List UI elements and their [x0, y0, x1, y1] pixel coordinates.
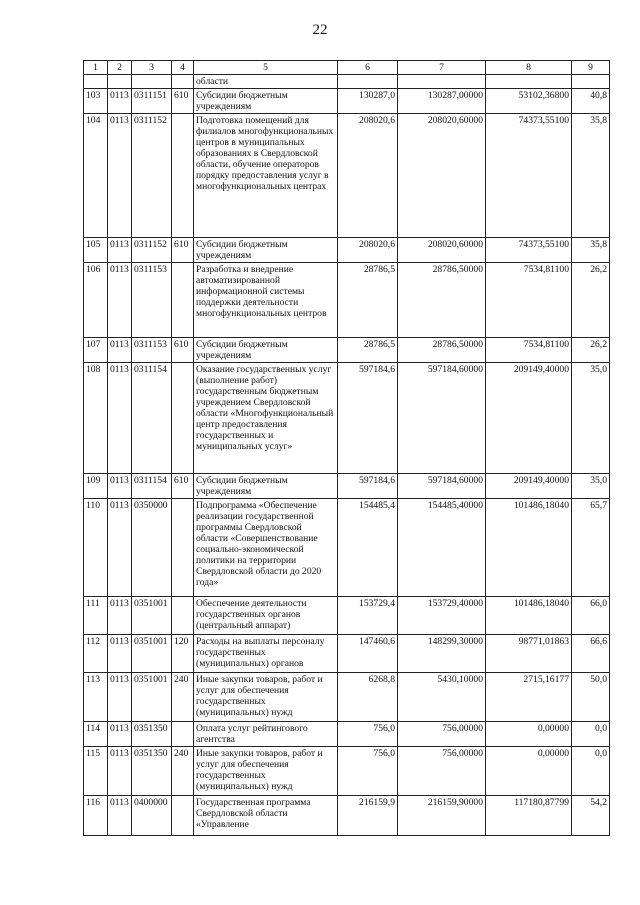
- approved-amount-cell: 756,0: [338, 722, 398, 747]
- execution-percent-cell: [572, 75, 610, 89]
- execution-percent-cell: 66,0: [572, 597, 610, 635]
- item-name-cell: Иные закупки товаров, работ и услуг для обеспечения государственных (муниципальных) нужд: [194, 673, 338, 722]
- approved-amount-cell: 154485,4: [338, 499, 398, 597]
- execution-percent-cell: 65,7: [572, 499, 610, 597]
- item-name-cell: Оплата услуг рейтингового агентства: [194, 722, 338, 747]
- row-number-cell: 109: [84, 474, 108, 499]
- item-name-cell: Оказание государственных услуг (выполнение работ) государственным бюджетным учреждением Свердловской области «Многофункциональный центр предоставления государственных и муниципальных услуг»: [194, 363, 338, 474]
- section-code-cell: 0113: [108, 673, 132, 722]
- approved-amount-cell: 6268,8: [338, 673, 398, 722]
- target-article-cell: 0311153: [132, 263, 172, 338]
- section-code-cell: 0113: [108, 597, 132, 635]
- approved-amount-cell: 28786,5: [338, 338, 398, 363]
- expense-type-cell: [172, 363, 194, 474]
- row-number-cell: 114: [84, 722, 108, 747]
- execution-percent-cell: 26,2: [572, 263, 610, 338]
- approved-amount-cell: [338, 75, 398, 89]
- execution-percent-cell: 54,2: [572, 796, 610, 836]
- item-name-cell: Субсидии бюджетным учреждениям: [194, 238, 338, 263]
- section-code-cell: 0113: [108, 722, 132, 747]
- section-code-cell: 0113: [108, 796, 132, 836]
- executed-amount-cell: 7534,81100: [486, 263, 572, 338]
- expense-type-cell: 120: [172, 635, 194, 673]
- section-code-cell: 0113: [108, 238, 132, 263]
- item-name-cell: Субсидии бюджетным учреждениям: [194, 338, 338, 363]
- approved-amount-cell: 130287,0: [338, 89, 398, 114]
- table-row: [84, 338, 610, 363]
- table-row: [84, 597, 610, 635]
- row-number-cell: 116: [84, 796, 108, 836]
- planned-amount-cell: 216159,90000: [398, 796, 486, 836]
- execution-percent-cell: 35,8: [572, 114, 610, 238]
- table-row: [84, 722, 610, 747]
- item-name-cell: Обеспечение деятельности государственных органов (центральный аппарат): [194, 597, 338, 635]
- target-article-cell: 0400000: [132, 796, 172, 836]
- target-article-cell: 0311151: [132, 89, 172, 114]
- item-name-cell: Подготовка помещений для филиалов многофункциональных центров в муниципальных образованиях в Свердловской области, обучение операторов порядку предоставления услуг в многофункциональных центрах: [194, 114, 338, 238]
- table-row: [84, 363, 610, 474]
- planned-amount-cell: 130287,00000: [398, 89, 486, 114]
- section-code-cell: 0113: [108, 338, 132, 363]
- approved-amount-cell: 147460,6: [338, 635, 398, 673]
- row-number-cell: 113: [84, 673, 108, 722]
- row-number-cell: 111: [84, 597, 108, 635]
- execution-percent-cell: 35,8: [572, 238, 610, 263]
- executed-amount-cell: 101486,18040: [486, 597, 572, 635]
- planned-amount-cell: 5430,10000: [398, 673, 486, 722]
- target-article-cell: 0351350: [132, 722, 172, 747]
- table-row: [84, 89, 610, 114]
- table-row: [84, 747, 610, 796]
- item-name-cell: Расходы на выплаты персоналу государственных (муниципальных) органов: [194, 635, 338, 673]
- target-article-cell: 0311153: [132, 338, 172, 363]
- target-article-cell: 0311154: [132, 474, 172, 499]
- approved-amount-cell: 756,0: [338, 747, 398, 796]
- row-number-cell: 110: [84, 499, 108, 597]
- executed-amount-cell: 98771,01863: [486, 635, 572, 673]
- approved-amount-cell: 208020,6: [338, 114, 398, 238]
- table-row: [84, 238, 610, 263]
- item-name-cell: Субсидии бюджетным учреждениям: [194, 89, 338, 114]
- row-number-cell: 115: [84, 747, 108, 796]
- header-col-2: 2: [108, 61, 132, 75]
- item-name-cell: области: [194, 75, 338, 89]
- row-number-cell: 107: [84, 338, 108, 363]
- target-article-cell: 0351001: [132, 635, 172, 673]
- header-col-3: 3: [132, 61, 172, 75]
- executed-amount-cell: 209149,40000: [486, 363, 572, 474]
- table-row: [84, 263, 610, 338]
- executed-amount-cell: [486, 75, 572, 89]
- header-col-8: 8: [486, 61, 572, 75]
- approved-amount-cell: 597184,6: [338, 363, 398, 474]
- expense-type-cell: 610: [172, 89, 194, 114]
- table-row: [84, 673, 610, 722]
- table-row: [84, 474, 610, 499]
- planned-amount-cell: 208020,60000: [398, 114, 486, 238]
- row-number-cell: [84, 75, 108, 89]
- item-name-cell: Субсидии бюджетным учреждениям: [194, 474, 338, 499]
- table-row: [84, 796, 610, 836]
- approved-amount-cell: 28786,5: [338, 263, 398, 338]
- table-row: [84, 499, 610, 597]
- header-col-1: 1: [84, 61, 108, 75]
- expense-type-cell: [172, 75, 194, 89]
- planned-amount-cell: 597184,60000: [398, 474, 486, 499]
- row-number-cell: 108: [84, 363, 108, 474]
- section-code-cell: 0113: [108, 363, 132, 474]
- header-col-7: 7: [398, 61, 486, 75]
- execution-percent-cell: 26,2: [572, 338, 610, 363]
- section-code-cell: 0113: [108, 635, 132, 673]
- page-number: 22: [312, 22, 328, 38]
- expense-type-cell: [172, 597, 194, 635]
- expense-type-cell: 610: [172, 474, 194, 499]
- execution-percent-cell: 0,0: [572, 722, 610, 747]
- expense-type-cell: [172, 722, 194, 747]
- execution-percent-cell: 35,0: [572, 363, 610, 474]
- section-code-cell: 0113: [108, 747, 132, 796]
- executed-amount-cell: 101486,18040: [486, 499, 572, 597]
- target-article-cell: 0351001: [132, 597, 172, 635]
- executed-amount-cell: 117180,87799: [486, 796, 572, 836]
- table-body: [84, 75, 610, 836]
- executed-amount-cell: 7534,81100: [486, 338, 572, 363]
- item-name-cell: Подпрограмма «Обеспечение реализации государственной программы Свердловской области «Совершенствование социально-экономической политики на территории Свердловской области до 2020 года»: [194, 499, 338, 597]
- section-code-cell: [108, 75, 132, 89]
- expense-type-cell: 240: [172, 673, 194, 722]
- execution-percent-cell: 50,0: [572, 673, 610, 722]
- target-article-cell: 0311152: [132, 114, 172, 238]
- planned-amount-cell: 28786,50000: [398, 263, 486, 338]
- budget-table: [83, 60, 610, 836]
- executed-amount-cell: 74373,55100: [486, 238, 572, 263]
- approved-amount-cell: 597184,6: [338, 474, 398, 499]
- executed-amount-cell: 0,00000: [486, 722, 572, 747]
- header-row: [84, 61, 610, 75]
- execution-percent-cell: 35,0: [572, 474, 610, 499]
- planned-amount-cell: 756,00000: [398, 722, 486, 747]
- executed-amount-cell: 0,00000: [486, 747, 572, 796]
- executed-amount-cell: 209149,40000: [486, 474, 572, 499]
- expense-type-cell: [172, 499, 194, 597]
- target-article-cell: 0351350: [132, 747, 172, 796]
- planned-amount-cell: 153729,40000: [398, 597, 486, 635]
- planned-amount-cell: 148299,30000: [398, 635, 486, 673]
- section-code-cell: 0113: [108, 89, 132, 114]
- row-number-cell: 106: [84, 263, 108, 338]
- row-number-cell: 112: [84, 635, 108, 673]
- row-number-cell: 105: [84, 238, 108, 263]
- expense-type-cell: [172, 796, 194, 836]
- item-name-cell: Иные закупки товаров, работ и услуг для обеспечения государственных (муниципальных) нужд: [194, 747, 338, 796]
- expense-type-cell: 240: [172, 747, 194, 796]
- section-code-cell: 0113: [108, 263, 132, 338]
- header-col-4: 4: [172, 61, 194, 75]
- section-code-cell: 0113: [108, 474, 132, 499]
- header-col-6: 6: [338, 61, 398, 75]
- target-article-cell: 0350000: [132, 499, 172, 597]
- expense-type-cell: [172, 114, 194, 238]
- table-row: [84, 75, 610, 89]
- expense-type-cell: [172, 263, 194, 338]
- item-name-cell: Разработка и внедрение автоматизированной информационной системы поддержки деятельности многофункциональных центров: [194, 263, 338, 338]
- approved-amount-cell: 153729,4: [338, 597, 398, 635]
- planned-amount-cell: 208020,60000: [398, 238, 486, 263]
- table-row: [84, 635, 610, 673]
- table-header: [84, 61, 610, 75]
- target-article-cell: 0311154: [132, 363, 172, 474]
- target-article-cell: 0311152: [132, 238, 172, 263]
- expense-type-cell: 610: [172, 238, 194, 263]
- table-row: [84, 114, 610, 238]
- planned-amount-cell: 597184,60000: [398, 363, 486, 474]
- item-name-cell: Государственная программа Свердловской области «Управление: [194, 796, 338, 836]
- section-code-cell: 0113: [108, 114, 132, 238]
- execution-percent-cell: 0,0: [572, 747, 610, 796]
- expense-type-cell: 610: [172, 338, 194, 363]
- target-article-cell: [132, 75, 172, 89]
- execution-percent-cell: 66,6: [572, 635, 610, 673]
- executed-amount-cell: 53102,36800: [486, 89, 572, 114]
- executed-amount-cell: 74373,55100: [486, 114, 572, 238]
- execution-percent-cell: 40,8: [572, 89, 610, 114]
- approved-amount-cell: 216159,9: [338, 796, 398, 836]
- planned-amount-cell: 28786,50000: [398, 338, 486, 363]
- header-col-9: 9: [572, 61, 610, 75]
- header-col-5: 5: [194, 61, 338, 75]
- row-number-cell: 104: [84, 114, 108, 238]
- planned-amount-cell: [398, 75, 486, 89]
- approved-amount-cell: 208020,6: [338, 238, 398, 263]
- row-number-cell: 103: [84, 89, 108, 114]
- planned-amount-cell: 756,00000: [398, 747, 486, 796]
- planned-amount-cell: 154485,40000: [398, 499, 486, 597]
- executed-amount-cell: 2715,16177: [486, 673, 572, 722]
- target-article-cell: 0351001: [132, 673, 172, 722]
- section-code-cell: 0113: [108, 499, 132, 597]
